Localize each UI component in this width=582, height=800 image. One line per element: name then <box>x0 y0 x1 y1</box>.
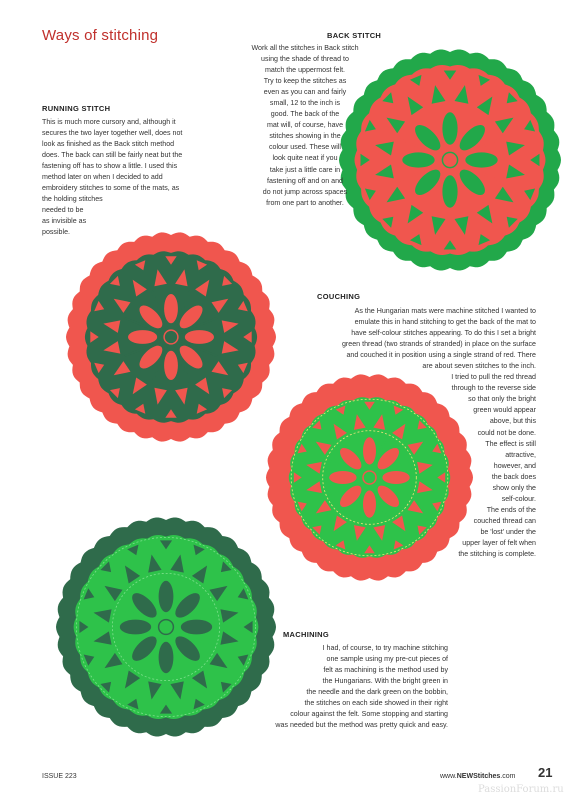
back-text-line: do not jump across spaces <box>262 187 348 196</box>
running-text-line: as invisible as <box>42 217 87 226</box>
site-prefix: www. <box>440 773 457 780</box>
couching-text-line: and couched it in position using a single strand of red. There <box>346 351 536 360</box>
back-text-line: using the shade of thread to <box>261 55 349 64</box>
back-stitch-text <box>236 43 374 209</box>
couching-text-line: be 'lost' under the <box>480 527 536 536</box>
machining-text <box>222 643 448 731</box>
back-text-line: Work all the stitches in Back stitch <box>251 44 359 52</box>
couching-text-line: upper layer of felt when <box>462 538 536 547</box>
page-number: 21 <box>538 765 553 780</box>
site-suffix: .com <box>500 773 516 780</box>
running-text-line: method later on when I decided to add <box>42 173 163 182</box>
machining-text-line: colour against the felt. Some stopping and starting <box>290 710 448 719</box>
machining-text-line: was needed but the method was pretty quick and easy. <box>275 721 448 730</box>
machining-text-line: the needle and the dark green on the bobbin, <box>306 688 448 697</box>
couching-text-line: couched thread can <box>473 516 536 525</box>
running-stitch-text <box>42 117 182 239</box>
running-text-line: secures the two layer together well, does not <box>42 129 183 138</box>
back-stitch-heading: BACK STITCH <box>327 31 382 40</box>
running-text-line: This is much more cursory and, although it <box>42 118 176 126</box>
running-text-line: needed to be <box>42 206 84 215</box>
couching-text-line: self-colour. <box>501 494 536 503</box>
machining-text-line: felt as machining is the method used by <box>323 666 448 675</box>
couching-text-line: The effect is still <box>485 439 536 448</box>
machining-text-line: I had, of course, to try machine stitching <box>322 644 448 652</box>
back-text-line: even as you can and fairly <box>263 88 347 97</box>
couching-text-line: could not be done. <box>477 428 536 437</box>
couching-text-line: through to the reverse side <box>451 384 536 393</box>
machining-text-line: one sample using my pre-cut pieces of <box>326 655 448 664</box>
machining-heading: MACHINING <box>283 630 330 639</box>
issue-label: ISSUE 223 <box>42 773 77 780</box>
back-text-line: look quite neat if you <box>272 154 338 163</box>
back-text-line: Try to keep the stitches as <box>263 77 347 86</box>
back-text-line: take just a little care in <box>269 165 341 174</box>
back-text-line: from one part to another. <box>266 198 344 207</box>
couching-text-line: As the Hungarian mats were machine stitched I wanted to <box>354 307 536 315</box>
running-text-line: possible. <box>42 228 70 237</box>
couching-text-line: The ends of the <box>486 505 536 514</box>
machining-text-line: the stitches on each side showed in their right <box>304 699 448 708</box>
couching-text-line: are about seven stitches to the inch. <box>422 362 536 371</box>
back-text-line: stitches showing in the <box>269 132 341 141</box>
page-title: Ways of stitching <box>42 27 159 44</box>
couching-text-line: above, but this <box>489 417 536 426</box>
couching-text-line: show only the <box>492 483 536 492</box>
back-text-line: good. The back of the <box>270 110 340 119</box>
couching-text-line: so that only the bright <box>468 395 536 404</box>
couching-text-line: the stitching is complete. <box>458 550 536 559</box>
couching-text-line: the back does <box>491 472 536 481</box>
running-stitch-mat-photo <box>62 228 280 446</box>
couching-text-line: attractive, <box>505 450 536 459</box>
couching-text-line: green thread (two strands of stranded) in place on the surface <box>341 340 536 349</box>
back-text-line: fastening off and on and <box>267 176 343 185</box>
couching-text-line: green would appear <box>473 406 536 415</box>
running-stitch-heading: RUNNING STITCH <box>42 104 111 113</box>
couching-heading: COUCHING <box>317 292 361 301</box>
back-text-line: mat will, of course, have <box>266 121 344 130</box>
machining-text-line: the Hungarians. With the bright green in <box>322 677 448 686</box>
running-text-line: embroidery stitches to some of the mats, as <box>42 184 180 193</box>
running-text-line: the holding stitches <box>42 195 103 204</box>
back-text-line: small, 12 to the inch is <box>269 99 341 108</box>
couching-text-line: I tried to pull the red thread <box>451 373 536 382</box>
back-text-line: colour used. These will <box>268 143 342 152</box>
running-text-line: fastening off has to show a little. I used this <box>42 162 178 171</box>
site-url <box>440 773 515 780</box>
watermark: PassionForum.ru <box>478 784 564 795</box>
running-text-line: does. The back can still be fairly neat but the <box>42 151 183 160</box>
running-text-line: look as finished as the Back stitch method <box>42 140 175 149</box>
couching-text-line: however, and <box>493 461 536 470</box>
couching-text <box>300 306 536 560</box>
back-text-line: match the uppermost felt. <box>264 66 346 75</box>
couching-text-line: emulate this in hand stitching to get the back of the mat to <box>354 318 536 327</box>
couching-text-line: have self-colour stitches appearing. To do this I set a bright <box>351 329 536 338</box>
site-brand: NEWStitches <box>456 773 501 780</box>
